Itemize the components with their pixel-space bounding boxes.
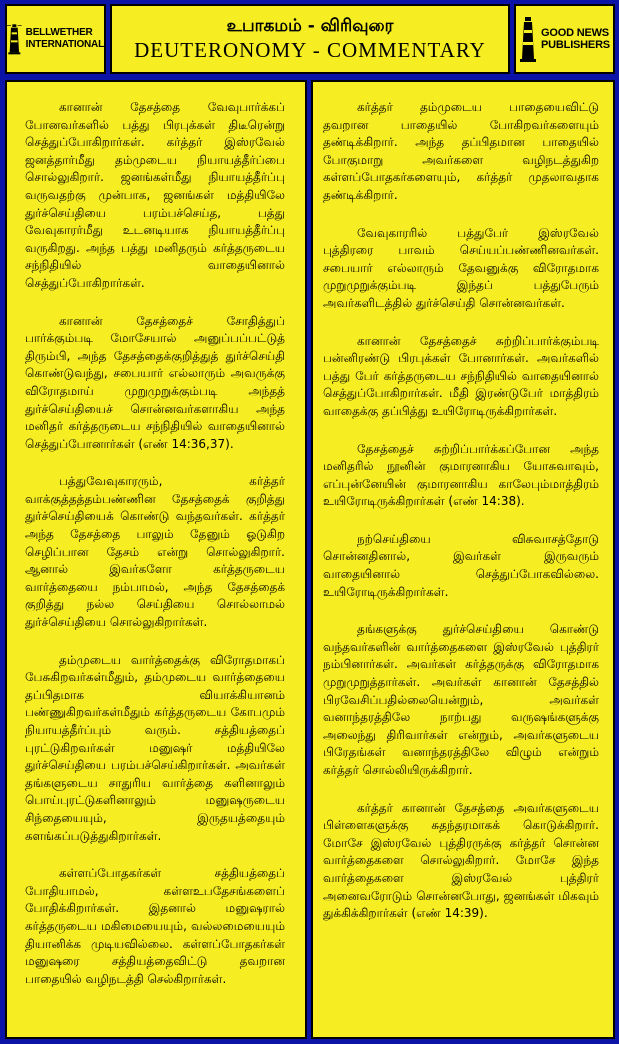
paragraph: தம்முடைய வார்த்தைக்கு விரோதமாகப் பேசுகிறவர்கள்மீதும், தம்முடைய வார்த்தையை தப்பிதமாக வியாக்கியானம் பண்ணுகிறவர்கள்மீதும் கர்த்தருடைய கோபமும் நியாயத்தீர்ப்பும் வரும். சத்தியத்தைப் புரட்டுகிறவர்கள் மனுஷர் மத்தியிலே துர்ச்செய்தியை பரம்பச்செய்கிறார்கள். அவர்கள் தங்களுடைய சாதுரிய வார்த்தை களினாலும் பொய்புரட்டுகளினாலும் மனுஷருடைய சிந்தையையும், இருதயத்தையும் களங்கப்படுத்துகிறார்கள். [25, 652, 285, 843]
paragraph: நற்செய்தியை விசுவாசத்தோடு சொன்னதினால், இவர்கள் இருவரும் வாதையினால் செத்துப்போகவில்லை. உயிரோடிருக்கிறார்கள். [323, 531, 599, 599]
paragraph: தங்களுக்கு துர்ச்செய்தியை கொண்டு வந்தவர்களின் வார்த்தைகளை இஸ்ரவேல் புத்திரர் நம்பினார்கள். அவர்கள் கர்த்தருக்கு விரோதமாக முறுமுறுத்தார்கள். அவர்கள் கானான் தேசத்தில் பிரவேசிப்பதில்லையென்றும், அவர்கள் வனாந்தரத்திலே நாற்பது வருஷங்களுக்கு அலைந்து திரிவார்கள் என்றும், அவர்களுடைய பிரேதங்கள் வனாந்தரத்திலே விழும் என்றும் கர்த்தர் சொல்லியிருக்கிறார். [323, 622, 599, 777]
paragraph: கானான் தேசத்தைச் சுற்றிப்பார்க்கும்படி பன்னிரண்டு பிரபுக்கள் போனார்கள். அவர்களில் பத்து பேர் கர்த்தருடைய சந்நிதியில் வாதையினால் செத்துப்போகிறார்கள். மீதி இரண்டுபேர் மாத்திரம் வாதைக்கு தப்பித்து உயிரோடிருக்கிறார்கள். [323, 333, 599, 418]
right-column-panel [311, 80, 615, 1039]
title-english: DEUTERONOMY - COMMENTARY [134, 38, 486, 62]
paragraph: கர்த்தர் தம்முடைய பாதையைவிட்டு தவறான பாதையில் போகிறவர்களையும் தண்டிக்கிறார். அந்த தப்பிதமான பாதையில் போகுமாறு அவர்களை வழிநடத்துகிற கள்ளப்போதகர்களையும், கர்த்தர் முதலாவதாக தண்டிக்கிறார். [323, 100, 599, 202]
right-column [323, 99, 599, 943]
paragraph: பத்துவேவுகாரரும், கர்த்தர் வாக்குத்தத்தம்பண்ணின தேசத்தைக் குறித்து துர்ச்செய்தியைக் கொண்டு வந்தவர்கள். கர்த்தர் அந்த தேசத்தை பாலும் தேனும் ஓடுகிற செழிப்பான தேசம் என்று சொல்லுகிறார். ஆனால் இவர்களோ கர்த்தருடைய வார்த்தையை நம்பாமல், அந்த தேசத்தைக் குறித்து நல்ல செய்தியை சொல்லாமல் துர்ச்செய்தியை சொல்லுகிறார்கள். [25, 474, 285, 630]
paragraph: வேவுகாரரில் பத்துபேர் இஸ்ரவேல் புத்திரரை பாவம் செய்யப்பண்ணினவர்கள். சபையார் எல்லாரும் தேவனுக்கு விரோதமாக முறுமுறுக்கும்படி இந்தப் பத்துபேரும் அவர்களிடத்தில் துர்ச்செய்தி சொன்னவர்கள். [323, 225, 599, 310]
lighthouse-icon [519, 15, 537, 63]
paragraph: கர்த்தர் கானான் தேசத்தை அவர்களுடைய பிள்ளைகளுக்கு சுதந்தரமாகக் கொடுக்கிறார். மோசே இஸ்ரவேல் புத்திரருக்கு கர்த்தர் சொன்ன வார்த்தைகளை சொல்லுகிறார். மோசே இந்த வார்த்தைகளை இஸ்ரவேல் புத்திரர் அனைவரோடும் சொன்னபோது, ஜனங்கள் மிகவும் துக்கிக்கிறார்கள் (எண் 14:39). [323, 800, 599, 921]
left-column-panel [5, 80, 307, 1039]
logo-line-1: GOOD NEWS [541, 27, 609, 39]
logo-line-1: BELLWETHER [25, 27, 93, 38]
paragraph: கள்ளப்போதகர்கள் சத்தியத்தைப் போதியாமல், கள்ளஉபதேசங்களைப் போதிக்கிறார்கள். இதனால் மனுஷரால் கர்த்தருடைய மகிமையையும், வல்லமையையும் தியானிக்க முடியவில்லை. கள்ளப்போதகர்கள் மனுஷரை சத்தியத்தைவிட்டு தவறான பாதையில் வழிநடத்தி செல்கிறார்கள். [25, 866, 285, 986]
left-logo-panel [5, 4, 106, 74]
paragraph: கானான் தேசத்தைச் சோதித்துப் பார்க்கும்படி மோசேயால் அனுப்பப்பட்டுத் திரும்பி, அந்த தேசத்தைக்குறித்துத் துர்ச்செய்தி கொண்டுவந்து, சபையார் எல்லாரும் அவருக்கு விரோதமாய் முறுமுறுக்கும்படி அந்தத் துர்ச்செய்தியைச் சொன்னவர்களாகிய அந்த மனிதர் கர்த்தருடைய சந்நிதியில் வாதையினால் செத்துப்போனார்கள் (எண் 14:36,37). [25, 313, 285, 451]
left-column [25, 99, 285, 1008]
lighthouse-icon [7, 15, 22, 63]
paragraph: தேசத்தைச் சுற்றிப்பார்க்கப்போன அந்த மனிதரில் நூனின் குமாரனாகிய யோசுவாவும், எப்புன்னேயின் குமாரனாகிய காலேபும்மாத்திரம் உயிரோடிருக்கிறார்கள் (எண் 14:38). [323, 441, 599, 509]
logo-line-2: INTERNATIONAL [25, 39, 104, 50]
logo-line-2: PUBLISHERS [541, 39, 610, 51]
title-panel [110, 4, 510, 74]
right-logo-panel [514, 4, 615, 74]
title-tamil: உபாகமம் - விரிவுரை [226, 16, 394, 36]
paragraph: கானான் தேசத்தை வேவுபார்க்கப் போனவர்களில் பத்து பிரபுக்கள் திடீரென்று செத்துப்போகிறார்கள். கர்த்தர் இஸ்ரவேல் ஜனத்தார்மீது தம்முடைய நியாயத்தீர்ப்பை சொல்லுகிறார். ஜனங்கள்மீது நியாயத்தீர்ப்பு வருவதற்கு முன்பாக, ஜனங்கள் மத்தியிலே துர்ச்செய்தியை பரம்பச்செய்த, பத்து வேவுகாரர்மீது உடனடியாக நியாயத்தீர்ப்பு வருகிறது. அந்த பத்து மனிதரும் கர்த்தருடைய சந்நிதியில் வாதையினால் செத்துப்போகிறார்கள். [25, 100, 285, 290]
